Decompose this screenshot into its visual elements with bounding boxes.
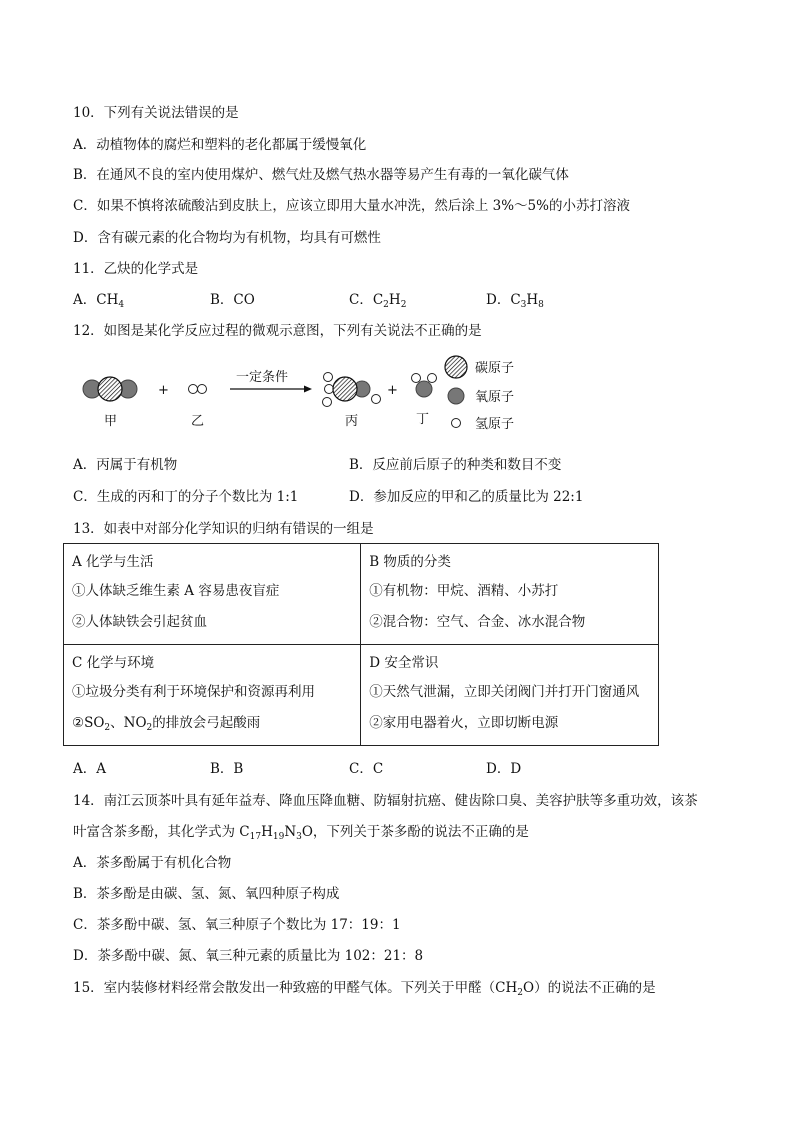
q10-stem: 10．下列有关说法错误的是 (73, 105, 239, 121)
q15-stem: 15．室内装修材料经常会散发出一种致癌的甲醛气体。下列关于甲醛$(CH_2O)$的说法不正确的是 (73, 980, 656, 998)
q10-option-b: B．在通风不良的室内使用煤炉、燃气灶及燃气热水器等易产生有毒的一氧化碳气体 (73, 167, 569, 183)
molecule-yi-h2 (189, 385, 207, 394)
cell-b-item-2: ②混合物：空气、合金、冰水混合物 (369, 614, 586, 630)
q11-option-c: C．$C_2H_2$ (349, 292, 407, 310)
q13-stem: 13．如表中对部分化学知识的归纳有错误的一组是 (73, 521, 374, 537)
cell-b-item-1: ①有机物：甲烷、酒精、小苏打 (369, 583, 559, 599)
cell-c (64, 645, 361, 746)
cell-d-title: D 安全常识 (369, 655, 439, 671)
cell-c-item-2: $②SO_2$、$NO_2$的排放会弓起酸雨 (72, 715, 261, 733)
plus-sign-2: + (387, 383, 398, 398)
cell-b-title: B 物质的分类 (369, 554, 451, 570)
q14-stem-line-2: 叶富含茶多酚，其化学式为 $C_{17}H_{19}N_3O$，下列关于茶多酚的说法不正确的是 (73, 824, 529, 842)
molecule-bing-ch3oh (323, 373, 381, 407)
knowledge-table (63, 543, 659, 746)
q10-option-c: C．如果不慎将浓硫酸沾到皮肤上，应该立即用大量水冲洗，然后涂上 3%～5%的小苏打溶液 (73, 198, 630, 214)
legend-hydrogen-swatch (452, 419, 461, 428)
q12-option-d: D．参加反应的甲和乙的质量比为 22:1 (349, 489, 584, 505)
q12-option-a: A．丙属于有机物 (73, 457, 178, 473)
q14-option-a: A．茶多酚属于有机化合物 (73, 855, 232, 871)
legend (445, 356, 514, 432)
reaction-diagram (73, 352, 543, 436)
q12-option-c: C．生成的丙和丁的分子个数比为 1:1 (73, 489, 299, 505)
q11-option-a: A．$CH_4$ (73, 292, 125, 310)
q13-option-d: D．D (486, 761, 522, 777)
plus-sign-1: + (158, 383, 169, 398)
label-yi: 乙 (191, 414, 205, 429)
q11-option-b: B．CO (210, 292, 255, 308)
legend-oxygen-swatch (448, 388, 464, 404)
q11-stem: 11．乙炔的化学式是 (73, 261, 199, 277)
q12-option-b: B．反应前后原子的种类和数目不变 (349, 457, 562, 473)
q12-stem: 12．如图是某化学反应过程的微观示意图，下列有关说法不正确的是 (73, 323, 482, 339)
reaction-condition: 一定条件 (236, 370, 289, 385)
q13-option-b: B．B (210, 761, 244, 777)
legend-hydrogen: 氢原子 (475, 417, 515, 432)
q14-option-d: D．茶多酚中碳、氮、氧三种元素的质量比为 102：21：8 (73, 948, 424, 964)
q14-option-c: C．茶多酚中碳、氢、氧三种原子个数比为 17：19：1 (73, 917, 401, 933)
q14-option-b: B．茶多酚是由碳、氢、氮、氧四种原子构成 (73, 886, 340, 902)
cell-a-item-2: ②人体缺铁会引起贫血 (72, 614, 207, 630)
label-jia: 甲 (104, 414, 118, 429)
label-bing: 丙 (345, 414, 359, 429)
cell-d-item-1: ①天然气泄漏，立即关闭阀门并打开门窗通风 (369, 684, 640, 700)
legend-carbon-swatch (445, 356, 467, 378)
q10-option-a: A．动植物体的腐烂和塑料的老化都属于缓慢氧化 (73, 137, 367, 153)
q13-option-c: C．C (349, 761, 384, 777)
molecule-jia-co2 (83, 377, 137, 401)
cell-a-title: A 化学与生活 (72, 554, 154, 570)
legend-carbon: 碳原子 (475, 361, 515, 376)
cell-a (64, 544, 361, 645)
molecule-ding-h2o (412, 374, 437, 398)
q11-option-d: D．$C_3H_8$ (486, 292, 544, 310)
q14-stem-line-1: 14．南江云顶茶叶具有延年益寿、降血压降血糖、防辐射抗癌、健齿除口臭、美容护肤等多重功效，该茶 (73, 793, 698, 809)
cell-b (361, 544, 659, 645)
label-ding: 丁 (416, 412, 430, 427)
cell-d (361, 645, 659, 746)
cell-a-item-1: ①人体缺乏维生素 A 容易患夜盲症 (72, 583, 280, 599)
cell-d-item-2: ②家用电器着火，立即切断电源 (369, 715, 559, 731)
legend-oxygen: 氧原子 (475, 390, 515, 405)
q13-option-a: A．A (73, 761, 106, 777)
cell-c-title: C 化学与环境 (72, 655, 155, 671)
q10-option-d: D．含有碳元素的化合物均为有机物，均具有可燃性 (73, 230, 381, 246)
cell-c-item-1: ①垃圾分类有利于环境保护和资源再利用 (72, 684, 315, 700)
arrow-icon (230, 386, 312, 393)
